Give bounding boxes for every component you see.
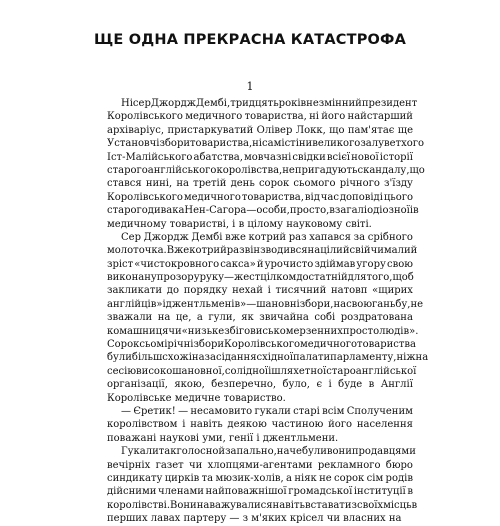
text-line: зважали на це, а гули, як звичайна собі роздратована bbox=[107, 312, 413, 324]
text-line: Ні сер Джордж Дембі, тридцять років незмінний президент bbox=[121, 98, 418, 109]
text-line: старого дивака Нен-Сагора — особи, просто, взагалі одіозної і в bbox=[107, 205, 419, 217]
text-line: медичному товаристві, і в цілому науковому світі. bbox=[107, 218, 372, 230]
text-line: Установчі збори товариства, ні самі стіни великого залу ветхого bbox=[107, 138, 424, 150]
text-line: — Єретик! — несамовито гукали старі всім Сполученим bbox=[121, 405, 413, 417]
text-line: дійсними членами найповажнішої громадської інституції в bbox=[107, 486, 413, 498]
text-line: поважані наукові уми, генії і джентльмени. bbox=[107, 432, 339, 444]
text-line: стався нині, на третій день сорок сьомого річного з'їзду bbox=[107, 178, 413, 190]
text-line: зріст «чистокровного сакса» й урочисто здіймав угору свою bbox=[107, 258, 413, 270]
text-line: архіваріус, пристаркуватий Олівер Локк, що пам'ятає ще bbox=[107, 124, 413, 136]
paragraph bbox=[107, 231, 429, 405]
body-text bbox=[107, 97, 429, 526]
paragraph bbox=[107, 445, 418, 525]
text-line: були більш схожі на засідання східної палати парламенту, ніж на bbox=[107, 352, 429, 364]
text-line: Гукали так голосно й запально, наче були вони продавцями bbox=[121, 446, 416, 458]
text-line: молоточка. Вже котрий раз він зводився на цілий свій чималий bbox=[107, 245, 418, 257]
text-line: королівстві. Вони наважувалися навіть вставати з своїх місць в bbox=[107, 499, 418, 511]
text-line: організації, якою, безперечно, було, є і буде в Англії bbox=[107, 379, 413, 391]
text-line: виконану прозору руку — жест цілком достатній для того, щоб bbox=[107, 272, 414, 284]
paragraph bbox=[107, 97, 425, 231]
text-line: синдикату цирків та мюзик-холів, а ніяк не сорок сім родів bbox=[107, 472, 413, 484]
text-line: Королівське медичне товариство. bbox=[107, 392, 286, 404]
text-line: старого англійського королівства, не пригадують скандалу, що bbox=[107, 164, 425, 176]
document-title: ЩЕ ОДНА ПРЕКРАСНА КАТАСТРОФА bbox=[93, 32, 407, 48]
text-line: закликати до порядку нехай і тисячний натовп «щирих bbox=[107, 285, 413, 297]
text-line: англійців» і джентльменів» — шановні збори, на свою ганьбу, не bbox=[107, 298, 424, 310]
text-line: Королівського медичного товариства, ні його найстарший bbox=[107, 111, 413, 123]
text-line: комашниця чи «низьке збіговисько мерзенних простолюдів». bbox=[107, 325, 419, 337]
paragraph bbox=[107, 405, 413, 445]
text-line: перших лавах партеру — з м'яких крісел чи власних на bbox=[107, 513, 402, 525]
text-line: сесію високошановної, солідної і шляхетної староанглійської bbox=[107, 365, 417, 377]
text-line: Сер Джордж Дембі вже котрий раз хапався за срібного bbox=[121, 231, 413, 243]
text-line: королівством і навіть деякою частиною його населення bbox=[107, 419, 413, 431]
text-line: Сорок сьомі річні збори Королівського медичного товариства bbox=[107, 339, 416, 351]
chapter-number: 1 bbox=[246, 80, 254, 93]
text-line: вечірніх газет чи хлопцями-агентами рекламного бюро bbox=[107, 459, 413, 471]
text-line: Королівського медичного товариства, від час доповіді цього bbox=[107, 191, 413, 203]
text-line: Іст-Малійського абатства, мовчазні свідки всієї нової історії bbox=[107, 151, 413, 163]
